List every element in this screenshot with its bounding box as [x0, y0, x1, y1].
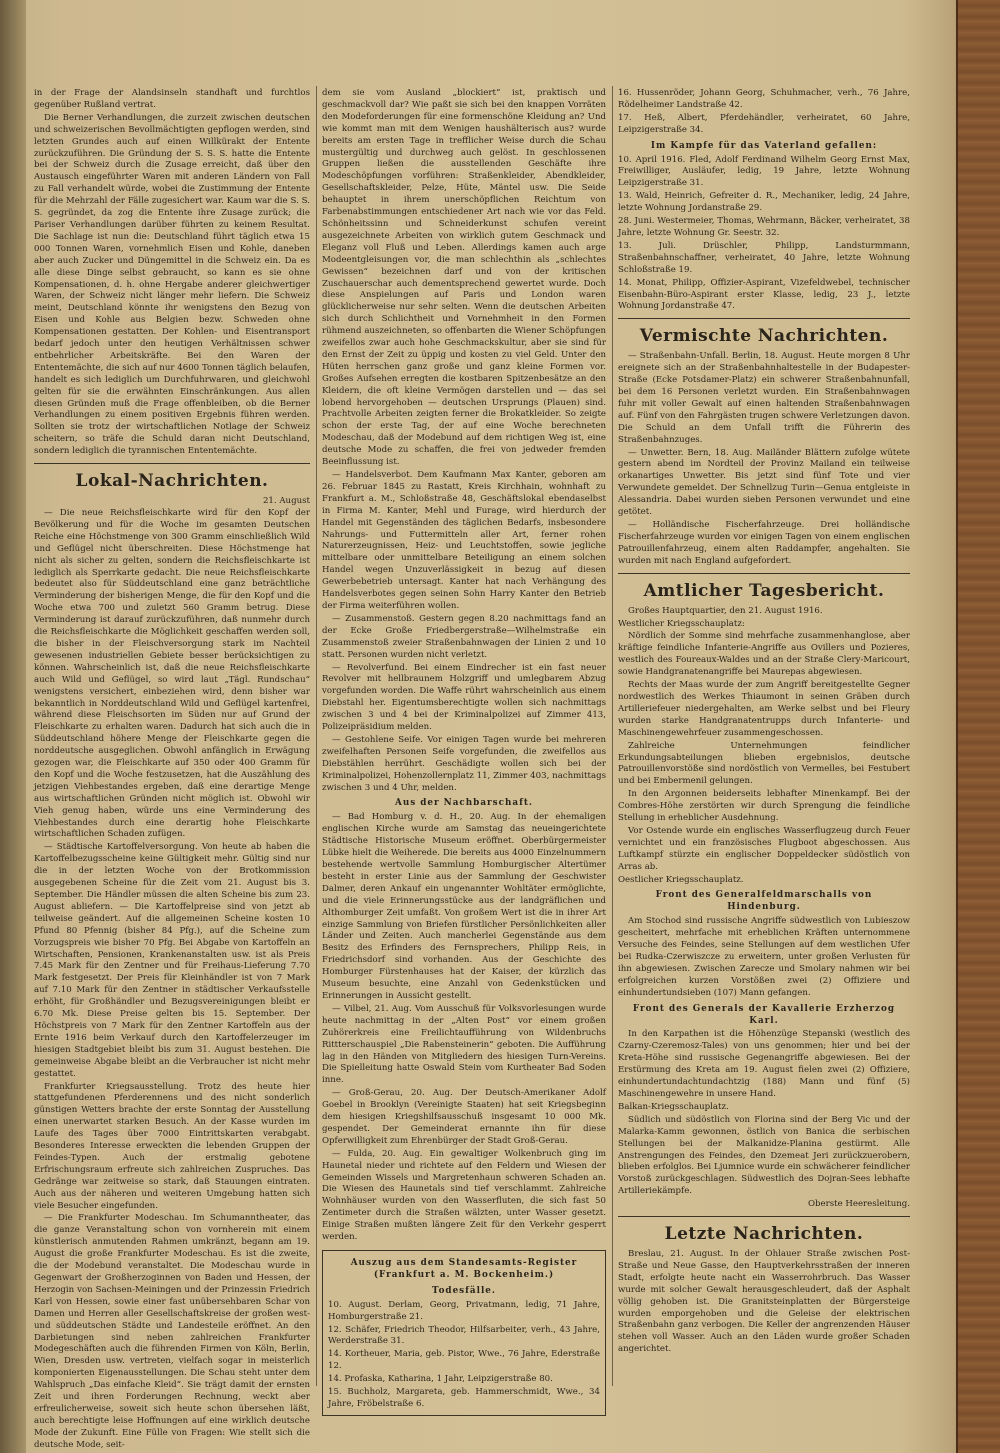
paragraph: in der Frage der Alandsinseln standhaft und furchtlos gegenüber Rußland vertrat. [34, 88, 310, 110]
section-heading-local-news: Lokal-Nachrichten. [75, 471, 269, 492]
registry-subtitle: Todesfälle. [432, 1285, 496, 1296]
fallen-heading: Im Kampfe für das Vaterland gefallen: [650, 140, 878, 151]
column-2 [322, 88, 606, 1409]
registry-entry: 16. Hussenröder, Johann Georg, Schuhmacher, verh., 76 Jahre, Rödelheimer Landstraße 42. [618, 88, 910, 110]
book-spine [956, 0, 1000, 1453]
paragraph: — Städtische Kartoffelversorgung. Von heute ab haben die Kartoffelbezugsscheine keine Gültigkeit mehr. Gültig sind nur die in der letzten Woche von der Brotkommission ausgegebenen Scheine für die Zeit vom 21. August bis 3. September. Die Händler müssen die alten Scheine bis zum 23. August abliefern. — Die Kartoffelpreise sind von jetzt ab teilweise geändert. Auf die allgemeinen Scheine kosten 10 Pfund 80 Pfennig (bisher 84 Pfg.), auf die Scheine zum Vorzugspreis wie bisher 70 Pfg. Bei Abgabe von Kartoffeln an Wirtschaften, Pensionen, Krankenanstalten usw. ist als Preis 7.45 Mark für den Zentner und für Freihaus-Lieferung 7.70 Mark festgesetzt. Der Preis für Kleinhändler ist von 7 Mark auf 7.10 Mark für den Zentner in städtischer Verkaufsstelle erhöht, für Großhändler und Bezugsvereinigungen bleibt er 6.70 Mk. Diese Preise gelten bis 15. September. Der Höchstpreis von 7 Mark für den Zentner Kartoffeln aus der Ernte 1916 beim Verkauf durch den Kartoffelerzeuger im hiesigen Stadtgebiet bleibt bis zum 31. August bestehen. Die gemeinweise Abgabe bleibt an die Verbraucher ist nicht mehr gestattet. [34, 842, 310, 1079]
front-heading: Front des Generals der Kavallerie Erzherzog Karl. [632, 1003, 896, 1026]
paragraph: dem sie vom Ausland „blockiert“ ist, praktisch und geschmackvoll dar? Wie paßt sie sich bei den knappen Vorräten den Modeforderungen für eine formenschöne Kleidung an? Und wie kommt man mit dem Wenigen haushälterisch aus? wurde bereits am ersten Tage in trefflicher Weise durch die Schau mustergültig und durchweg auch gelöst. In geschlossenen Gruppen ließen die ausstellenden Geschäfte ihre Modeschöpfungen vorführen: Straßenkleider, Abendkleider, Gesellschaftskleider, Pelze, Hüte, Mäntel usw. Die Seide behauptet in ihrem unerschöpflichen Reichtum von Farbenabstimmungen entschiedener Art nach wie vor das Feld. Schönheitssinn und Schneiderkunst schufen vereint ausgezeichnete Arbeiten von wirklich gutem Geschmack und Eleganz voll Fluß und Leben. Allerdings kamen auch arge Modeentgleisungen vor, die man schlechthin als „schlechtes Gewissen“ bezeichnen darf und von der kritischen Zuschauerschar auch dementsprechend gewertet wurde. Doch diese Anspielungen auf Paris und London waren glücklicherweise nur sehr selten. Wenn die deutschen Arbeiten sich durch Schlichtheit und Vornehmheit in den Formen rühmend auszeichneten, so offenbarten die Wiener Schöpfungen zweifellos zwar auch hohe Geschmackskultur, aber sie sind für den Ernst der Zeit zu üppig und kosten zu viel Geld. Unter den Hüten herrschen ganz große und ganz kleine Formen vor. Großes Aufsehen erregten die kostbaren Spitzenbesätze an den Kleidern, die oft kleine Vermögen darstellen und — das sei lobend hervorgehoben — deutschen Ursprungs (Plauen) sind. Prachtvolle Arbeiten zeigten ferner die Brokatkleider. So zeigte schon der erste Tag, der auf eine Woche berechneten Modeschau, daß der Modebund auf dem richtigen Weg ist, eine deutsche Mode zu schaffen, die frei von jedweder fremden Beeinflussung ist. [322, 88, 606, 468]
column-1 [34, 88, 310, 1450]
column-rule [612, 86, 613, 1386]
paragraph: — Die neue Reichsfleischkarte wird für den Kopf der Bevölkerung und für die Woche im gesamten Deutschen Reiche eine Höchstmenge von 300 Gramm einschließlich Wild und Geflügel nicht überschreiten. Diese Höchstmenge hat nicht als sicher zu gelten, sondern die Reichsfleischkarte ist lediglich als Sperrkarte gedacht. Die neue Reichsfleischkarte bedeutet also für Süddeutschland eine ganz beträchtliche Verminderung der bisherigen Menge, die für den Kopf und die Woche etwa 700 und zuletzt 560 Gramm betrug. Diese Verminderung ist darauf zurückzuführen, daß nunmehr durch die Reichsfleischkarte die Möglichkeit geschaffen werden soll, die bisher in der Fleischversorgung stark im Nachteil gewesenen industriellen Gebiete besser berücksichtigen zu können. Wahrscheinlich ist, daß die neue Reichsfleischkarte auch Wild und Geflügel, so wird laut „Tägl. Rundschau“ wenigstens versichert, einbeziehen wird, denn bisher war bekanntlich in Norddeutschland Wild und Geflügel kartenfrei, während diese Fleischsorten im Süden nur auf Grund der Fleischkarte zu erhalten waren. Dadurch hat sich auch die in Süddeutschland höhere Menge der Fleischkarte gegen die norddeutsche ausgeglichen. Obwohl anfänglich in Erwägung gezogen war, die Fleischkarte auf 350 oder 400 Gramm für den Kopf und die Woche festzusetzen, hat die Auszählung des jetzigen Viehbestandes ergeben, daß eine derartige Menge aus wirtschaftlichen Gründen nicht möglich ist. Obwohl wir Vieh genug haben, würde uns eine Verminderung des Viehbestandes durch eine derartig hohe Fleischkarte wirtschaftlichen Schaden zufügen. [34, 508, 310, 840]
fallen-entry: 10. April 1916. Fled, Adolf Ferdinand Wilhelm Georg Ernst Max, Freiwilliger, Ausläufer, ledig, 19 Jahre, letzte Wohnung Leipzigerstraße 31. [618, 154, 910, 189]
paragraph: — Straßenbahn-Unfall. Berlin, 18. August. Heute morgen 8 Uhr ereignete sich an der Straßenbahnhaltestelle in der Budapester-Straße (Ecke Potsdamer-Platz) ein schwerer Straßenbahnunfall, bei dem 16 Personen verletzt wurden. Ein Straßenbahnwagen fuhr mit voller Gewalt auf einen haltenden Straßenbahnwagen auf. Fünf von den Fahrgästen trugen schwere Verletzungen davon. Die Schuld an dem Unfall trifft die Führerin des Straßenbahnzuges. [618, 351, 910, 445]
paragraph: In den Karpathen ist die Höhenzüge Stepanski (westlich des Czarny-Czeremosz-Tales) von uns genommen; hier und bei der Kreta-Höhe sind russische Gegenangriffe abgewiesen. Bei der Erstürmung des Kreta am 19. August fielen zwei (2) Offiziere, einhundertundachtundachtzig (188) Mann und fünf (5) Maschinengewehre in unsere Hand. [618, 1029, 910, 1099]
paragraph: — Zusammenstoß. Gestern gegen 8.20 nachmittags fand an der Ecke Große Friedbergerstraße—Wilhelmstraße ein Zusammenstoß zweier Straßenbahnwagen der Linien 2 und 10 statt. Personen wurden nicht verletzt. [322, 613, 606, 660]
fallen-entry: 14. Monat, Philipp, Offizier-Aspirant, Vizefeldwebel, technischer Eisenbahn-Büro-Aspirant erster Klasse, ledig, 23 J., letzte Wohnung Jordanstraße 47. [618, 277, 910, 312]
paragraph: — Die Frankfurter Modeschau. Im Schumanntheater, das die ganze Veranstaltung schon von vornherein mit einem künstlerisch anmutenden Rahmen umkränzt, begann am 19. August die große Frankfurter Modeschau. Es ist die zweite, die der Modebund veranstaltet. Die Modeschau wurde in Gegenwart der Großherzoginnen von Baden und Hessen, der Herzogin von Sachsen-Meiningen und der Prinzessin Friedrich Karl von Hessen, sowie einer fast unübersehbaren Schar von Damen und Herren aller Gesellschaftskreise der großen west- und süddeutschen Städte und Landesteile eröffnet. An den Darbietungen sind neben zahlreichen Frankfurter Modegeschäften auch die führenden Firmen von Köln, Berlin, Wien, Dresden usw. vertreten, vielfach sogar in meisterlich komponierten Eigenausstellungen. Die Schau steht unter dem Wahlspruch „Das einfache Kleid“. Sie trägt damit der ernsten Zeit und ihren Forderungen Rechnung, weckt aber erfreulicherweise, soweit sich heute schon übersehen läßt, auch berechtigte leise Hoffnungen auf eine wirklich deutsche Mode der Zukunft. Eine Fülle von Fragen: Wie stellt sich die deutsche Mode, seit- [34, 1213, 310, 1450]
registry-box [322, 1250, 606, 1416]
paragraph: Die Berner Verhandlungen, die zurzeit zwischen deutschen und schweizerischen Bevollmächtigten gepflogen werden, sind letzten Grundes auch auf einen Willkürakt der Entente zurückzuführen. Die Gründung der S. S. S. hatte die Entente bei der Schweiz durch die Zusage erreicht, daß über den Austausch eingeführter Waren mit anderen Ländern von Fall zu Fall verhandelt würde, wobei die Zustimmung der Entente für die Mehrzahl der Fälle zugesichert war. Kaum war die S. S. S. gegründet, da zog die Entente ihre Zusage zurück; die Pariser Verhandlungen darüber führten zu keinem Resultat. Die Sachlage ist nun die: Deutschland führt täglich etwa 15 000 Tonnen Waren, vornehmlich Eisen und Kohle, daneben aber auch Zucker und Düngemittel in die Schweiz ein. Da es alle diese Dinge selbst gebraucht, so kann es sie ohne Kompensationen, d. h. ohne Hergabe anderer gleichwertiger Waren, der Schweiz nicht länger mehr liefern. Die Schweiz meint, Deutschland könnte ihr wenigstens den Bezug von Eisen und Kohle aus Belgien bezw. Schweden ohne Kompensationen gestatten. Der Kohlen- und Eisentransport bedarf jedoch unter den heutigen Verhältnissen schwer entbehrlicher Arbeitskräfte. Bei den Waren der Ententemächte, die sich auf nur 4600 Tonnen täglich belaufen, handelt es sich lediglich um Durchfuhrwaren, und gleichwohl gelten für sie die erwähnten Einschränkungen. Aus allen diesen Gründen muß die Frage offenbleiben, ob die Berner Verhandlungen zu einem positiven Ergebnis führen werden. Sollten sie trotz der wirtschaftlichen Notlage der Schweiz scheitern, so träfe die Schuld daran nicht Deutschland, sondern lediglich die tyrannischen Ententemächte. [34, 112, 310, 457]
paragraph: In den Argonnen beiderseits lebhafter Minenkampf. Bei der Combres-Höhe zerstörten wir durch Sprengung die feindliche Stellung in erheblicher Ausdehnung. [618, 789, 910, 824]
registry-entry: 17. Heß, Albert, Pferdehändler, verheiratet, 60 Jahre, Leipzigerstraße 34. [618, 112, 910, 135]
paragraph: Frankfurter Kriegsausstellung. Trotz des heute hier stattgefundenen Pferderennens und des nicht sonderlich günstigen Wetters brachte der erste Sonntag der Ausstellung einen unerwartet starken Besuch. An der Kasse wurden im Laufe des Tages über 7000 Eintrittskarten verabgabt. Besonderes Interesse erweckten die lebenden Gruppen der Feindes-Typen. Auch der erstmalig gebotene Erfrischungsraum erfreute sich zahlreichen Zuspruches. Das Gedränge war zeitweise so stark, daß Stauungen eintraten. Auch aus der näheren und weiteren Umgebung hatten sich viele Besucher eingefunden. [34, 1081, 310, 1211]
paragraph: Vor Ostende wurde ein englisches Wasserflugzeug durch Feuer vernichtet und ein französisches Flugboot abgeschossen. Aus Luftkampf stürzte ein englischer Doppeldecker südöstlich von Arras ab. [618, 825, 910, 872]
fallen-entry: 28. Juni. Westermeier, Thomas, Wehrmann, Bäcker, verheiratet, 38 Jahre, letzte Wohnung Gr. Seestr. 32. [618, 216, 910, 238]
front-heading: Front des Generalfeldmarschalls von Hindenburg. [655, 890, 873, 913]
paragraph: Breslau, 21. August. In der Ohlauer Straße zwischen Post-Straße und Neue Gasse, den Hauptverkehrsstraßen der inneren Stadt, erfolgte heute nacht ein Wasserrohrbruch. Das Wasser wurde mit solcher Gewalt herausgeschleudert, daß der Asphalt völlig gehoben ist. Die Granitsteinplatten der Bürgersteige wurden emporgehoben und die Geleise der elektrischen Straßenbahn ganz verbogen. Die Keller der angrenzenden Häuser stehen voll Wasser. Auch an den Läden wurde großer Schaden angerichtet. [618, 1249, 910, 1355]
paragraph: Südlich und südöstlich von Florina sind der Berg Vic und der Malarka-Kamm gewonnen, östlich von Banica die serbischen Stellungen bei der Malkanidze-Planina gestürmt. Alle Anstrengungen des Feindes, den Dzemeat Jeri zurückzuerobern, blieben erfolglos. Bei Ljumnice wurde ein schwächerer feindlicher Vorstoß zurückgeschlagen. Südwestlich des Dojran-Sees lebhafte Artilleriekämpfe. [618, 1114, 910, 1197]
section-heading-neighborhood: Aus der Nachbarschaft. [395, 798, 533, 809]
paragraph: Zahlreiche Unternehmungen feindlicher Erkundungsabteilungen blieben ergebnislos, deutsche Patrouillenvorstöße sind nordöstlich von Vermelles, bei Festubert und bei Embermenil gelungen. [618, 740, 910, 787]
registry-title: Auszug aus dem Standesamts-Register (Frankfurt a. M. Bockenheim.) [350, 1258, 578, 1280]
paragraph: Rechts der Maas wurde der zum Angriff bereitgestellte Gegner nordwestlich des Werkes Thiaumont in seinen Gräben durch Artilleriefeuer niedergehalten, am Werke selbst und bei Fleury wurden starke Handgranatentrupps durch Infanterie- und Maschinengewehrfeuer zusammengeschossen. [618, 680, 910, 738]
paragraph: — Revolverfund. Bei einem Eindrecher ist ein fast neuer Revolver mit hellbraunem Holzgriff und umlegbarem Abzug vorgefunden worden. Die Waffe rührt wahrscheinlich aus einem Diebstahl her. Eigentumsberechtigte wollen sich nachmittags zwischen 3 und 4 bei der Kriminalpolizei auf Zimmer 413, Polizeipräsidium melden. [322, 662, 606, 733]
registry-entry: 15. Buchholz, Margareta, geb. Hammerschmidt, Wwe., 34 Jahre, Fröbelstraße 6. [328, 1387, 600, 1409]
registry-entry: 14. Profaska, Katharina, 1 Jahr, Leipzigerstraße 80. [328, 1374, 553, 1385]
fallen-entry: 13. Juli. Drüschler, Philipp, Landsturmmann, Straßenbahnschaffner, verheiratet, 40 Jahre, letzte Wohnung Schloßstraße 19. [618, 240, 910, 275]
column-3 [618, 88, 910, 1378]
signature: Oberste Heeresleitung. [807, 1199, 910, 1210]
divider [618, 318, 910, 319]
paragraph: Am Stochod sind russische Angriffe südwestlich von Lubieszow gescheitert, mehrfache mit erheblichen Kräften unternommene Versuche des Feindes, seine Stellungen auf dem westlichen Ufer bei Rudka-Czerwiszcze zu erweitern, unter großen Verlusten für ihn abgewiesen. Zwischen Zarecze und Smolary nahmen wir bei erfolgreichen kurzen Vorstößen zwei (2) Offiziere und einhundertundsieben (107) Mann gefangen. [618, 916, 910, 998]
paragraph: — Vilbel, 21. Aug. Vom Ausschuß für Volksvorlesungen wurde heute nachmittag in der „Alten Post“ vor einem großen Zuhörerkreis eine Freilichtaufführung von Wildenbruchs Rittterschauspiel „Die Rabensteinerin“ geboten. Die Aufführung lag in den Händen von Mitgliedern des hiesigen Turn-Vereins. Die Spielleitung hatte Oswald Stein vom Kurtheater Bad Soden inne. [322, 1003, 606, 1086]
theater-heading: Oestlicher Kriegsschauplatz. [618, 874, 744, 885]
paragraph: — Bad Homburg v. d. H., 20. Aug. In der ehemaligen englischen Kirche wurde am Samstag das neueingerichtete Städtische Historische Museum eröffnet. Oberbürgermeister Lübke hielt die Weiherede. Die bereits aus 4000 Einzelnummern bestehende wertvolle Sammlung Homburgischer Altertümer besteht in erster Linie aus der Sammlung der Geschwister Dalmer, deren Ankauf ein ungenannter Wohltäter ermöglichte, und die viele Erinnerungsstücke aus der landgräflichen und Althomburger Zeit umfaßt. Von großem Wert ist die in ihrer Art einzige Sammlung von Briefen fürstlicher Persönlichkeiten aller Länder und Zeiten. Auch mancherlei Gegenstände aus dem Besitz des Erfinders des Fernsprechers, Philipp Reis, in Friedrichsdorf sind vorhanden. Aus der Geschichte des Homburger Fürstenhauses hat der Kaiser, der kürzlich das Museum besuchte, eine Anzahl von Gedenkstücken und Erinnerungen in Aussicht gestellt. [322, 812, 606, 1001]
paragraph: — Unwetter. Bern, 18. Aug. Mailänder Blättern zufolge wütete gestern abend im Nordteil der Provinz Mailand ein teilweise orkanartiges Unwetter. Bis jetzt sind fünf Tote und vier Verwundete gemeldet. Der Schnellzug Turin—Genua entgleiste in Alessandria. Dabei wurden sieben Personen verwundet und eine getötet. [618, 447, 910, 518]
registry-entry: 12. Schäfer, Friedrich Theodor, Hilfsarbeiter, verh., 43 Jahre, Werderstraße 31. [328, 1324, 600, 1347]
dateline: 21. August [262, 496, 310, 507]
divider [618, 573, 910, 574]
paragraph: — Groß-Gerau, 20. Aug. Der Deutsch-Amerikaner Adolf Goebel in Brooklyn (Vereinigte Staaten) hat seit Kriegsbeginn dem hiesigen Kriegshilfsausschuß insgesamt 10 000 Mk. gespendet. Der Gemeinderat ernannte ihn für diese Opferwilligkeit zum Ehrenbürger der Stadt Groß-Gerau. [322, 1088, 606, 1146]
paragraph: — Fulda, 20. Aug. Ein gewaltiger Wolkenbruch ging im Haunetal nieder und richtete auf den Feldern und Wiesen der Gemeinden Wissels und Margretenhaun schweren Schaden an. Die Wiesen des Haunetals sind tief verschlammt. Zahlreiche Wohnhäuser wurden von den Wasserfluten, die sich fast 50 Zentimeter durch die Straßen wälzten, unter Wasser gesetzt. Einige Straßen mußten längere Zeit für den Verkehr gesperrt werden. [322, 1148, 606, 1243]
column-rule [316, 86, 317, 1386]
theater-heading: Balkan-Kriegsschauplatz. [618, 1101, 729, 1112]
paragraph: Nördlich der Somme sind mehrfache zusammenhanglose, aber kräftige feindliche Infanterie-Angriffe aus Ovillers und Pozieres, westlich des Foureaux-Waldes und an der Straße Clery-Maricourt, sowie Handgranatenangriffe bei Maurepas abgewiesen. [618, 631, 910, 678]
divider [34, 463, 310, 464]
paragraph: — Holländische Fischerfahrzeuge. Drei holländische Fischerfahrzeuge wurden vor einigen Tagen von einem englischen Patrouillenfahrzeug, einem alten Raddampfer, angehalten. Sie wurden mit nach England aufgefordert. [618, 520, 910, 566]
theater-heading: Westlicher Kriegsschauplatz: [618, 618, 745, 629]
section-heading-daily-report: Amtlicher Tagesbericht. [643, 580, 885, 601]
registry-entry: 14. Kortheuer, Maria, geb. Pistor, Wwe., 76 Jahre, Ederstraße 12. [328, 1349, 600, 1372]
paragraph: — Handelsverbot. Dem Kaufmann Max Kanter, geboren am 26. Februar 1845 zu Rastatt, Kreis Kirchhain, wohnhaft zu Frankfurt a. M., Schloßstraße 48, Geschäftslokal ebendaselbst in Firma M. Kanter, Mehl und Furage, wird hierdurch der Handel mit Gegenständen des täglichen Bedarfs, insbesondere Nahrungs- und Futtermitteln aller Art, ferner rohen Naturerzeugnissen, Heiz- und Leuchtstoffen, sowie jegliche mittelbare oder unmittelbare Beteiligung an einem solchen Handel wegen Unzuverlässigkeit in bezug auf diesen Gewerbebetrieb untersagt. Kanter hat nach Verhängung des Handelsverbotes gegen seinen Sohn Harry Kanter den Betrieb der Firma weiterführen wollen. [322, 470, 606, 611]
fallen-entry: 13. Wald, Heinrich, Gefreiter d. R., Mechaniker, ledig, 24 Jahre, letzte Wohnung Jordanstraße 29. [618, 191, 910, 214]
section-heading-latest-news: Letzte Nachrichten. [664, 1224, 864, 1245]
previous-page-edge [0, 0, 26, 1453]
dateline: Großes Hauptquartier, den 21. August 1916. [628, 605, 823, 616]
registry-entry: 10. August. Derlam, Georg, Privatmann, ledig, 71 Jahre, Homburgerstraße 21. [328, 1299, 600, 1322]
paragraph: — Gestohlene Seife. Vor einigen Tagen wurde bei mehreren zweifelhaften Personen Seife vorgefunden, die zweifellos aus Diebstählen herrührt. Geschädigte wollen sich bei der Kriminalpolizei, Hohenzollernplatz 11, Zimmer 403, nachmittags zwischen 3 und 4 Uhr, melden. [322, 734, 606, 793]
divider [618, 1216, 910, 1217]
section-heading-misc-news: Vermischte Nachrichten. [639, 326, 889, 347]
